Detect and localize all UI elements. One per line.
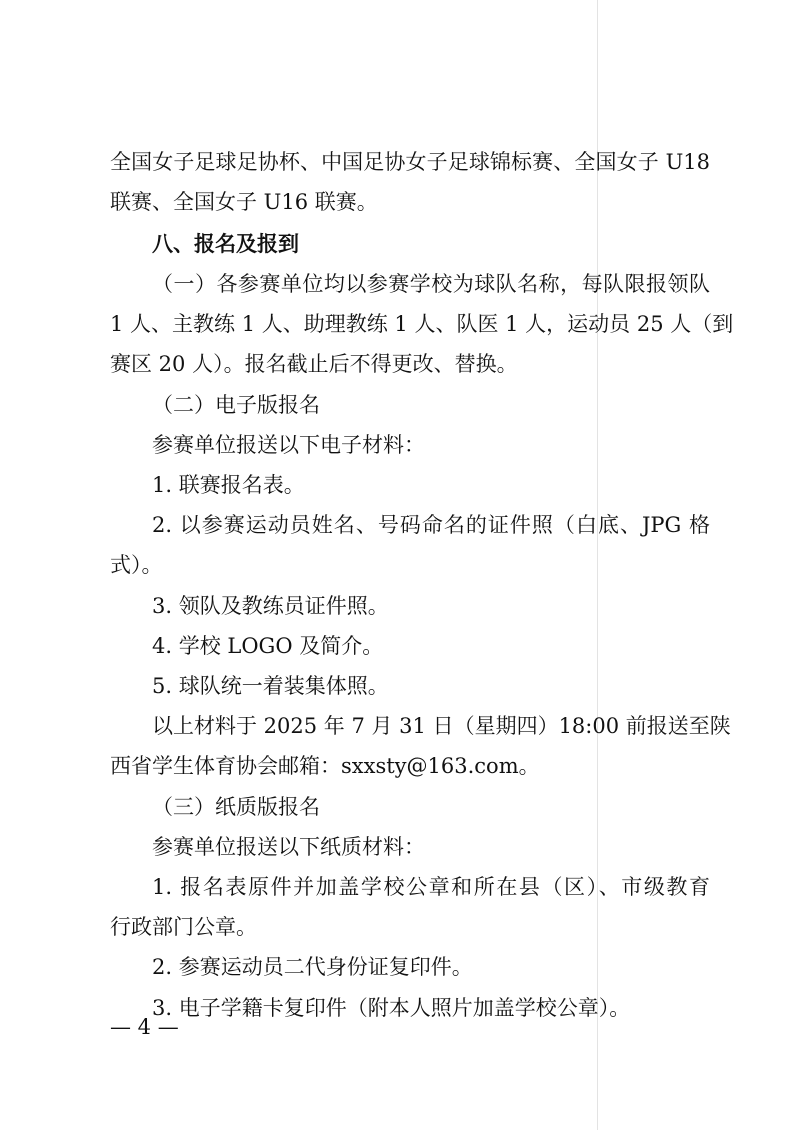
- list-item-paper-2: 2. 参赛运动员二代身份证复印件。: [152, 955, 473, 979]
- body-line-5: 1 人、主教练 1 人、助理教练 1 人、队医 1 人，运动员 25 人（到: [110, 312, 734, 336]
- body-line-6: 赛区 20 人）。报名截止后不得更改、替换。: [110, 352, 518, 376]
- list-item-paper-1-continued: 行政部门公章。: [110, 915, 257, 939]
- page-number: — 4 —: [110, 1015, 179, 1039]
- body-line-2: 联赛、全国女子 U16 联赛。: [110, 190, 378, 214]
- list-item-2-continued: 式）。: [110, 553, 163, 577]
- section-heading-8: 八、报名及报到: [152, 232, 299, 256]
- body-line-15: 以上材料于 2025 年 7 月 31 日（星期四）18:00 前报送至陕: [152, 714, 731, 738]
- list-item-4: 4. 学校 LOGO 及简介。: [152, 634, 384, 658]
- body-line-8: 参赛单位报送以下电子材料：: [152, 433, 425, 457]
- list-item-1: 1. 联赛报名表。: [152, 473, 305, 497]
- subsection-heading-3: （三）纸质版报名: [152, 795, 320, 819]
- subsection-heading-2: （二）电子版报名: [152, 393, 320, 417]
- body-line-18: 参赛单位报送以下纸质材料：: [152, 835, 425, 859]
- list-item-3: 3. 领队及教练员证件照。: [152, 594, 389, 618]
- body-line-16: 西省学生体育协会邮箱：sxxsty@163.com。: [110, 754, 540, 778]
- list-item-paper-3: 3. 电子学籍卡复印件（附本人照片加盖学校公章）。: [152, 996, 631, 1020]
- list-item-2: 2. 以参赛运动员姓名、号码命名的证件照（白底、JPG 格: [152, 513, 710, 537]
- body-line-4: （一）各参赛单位均以参赛学校为球队名称，每队限报领队: [152, 272, 710, 296]
- list-item-paper-1: 1. 报名表原件并加盖学校公章和所在县（区）、市级教育: [152, 875, 710, 899]
- body-line-1: 全国女子足球足协杯、中国足协女子足球锦标赛、全国女子 U18: [110, 150, 710, 174]
- list-item-5: 5. 球队统一着装集体照。: [152, 674, 389, 698]
